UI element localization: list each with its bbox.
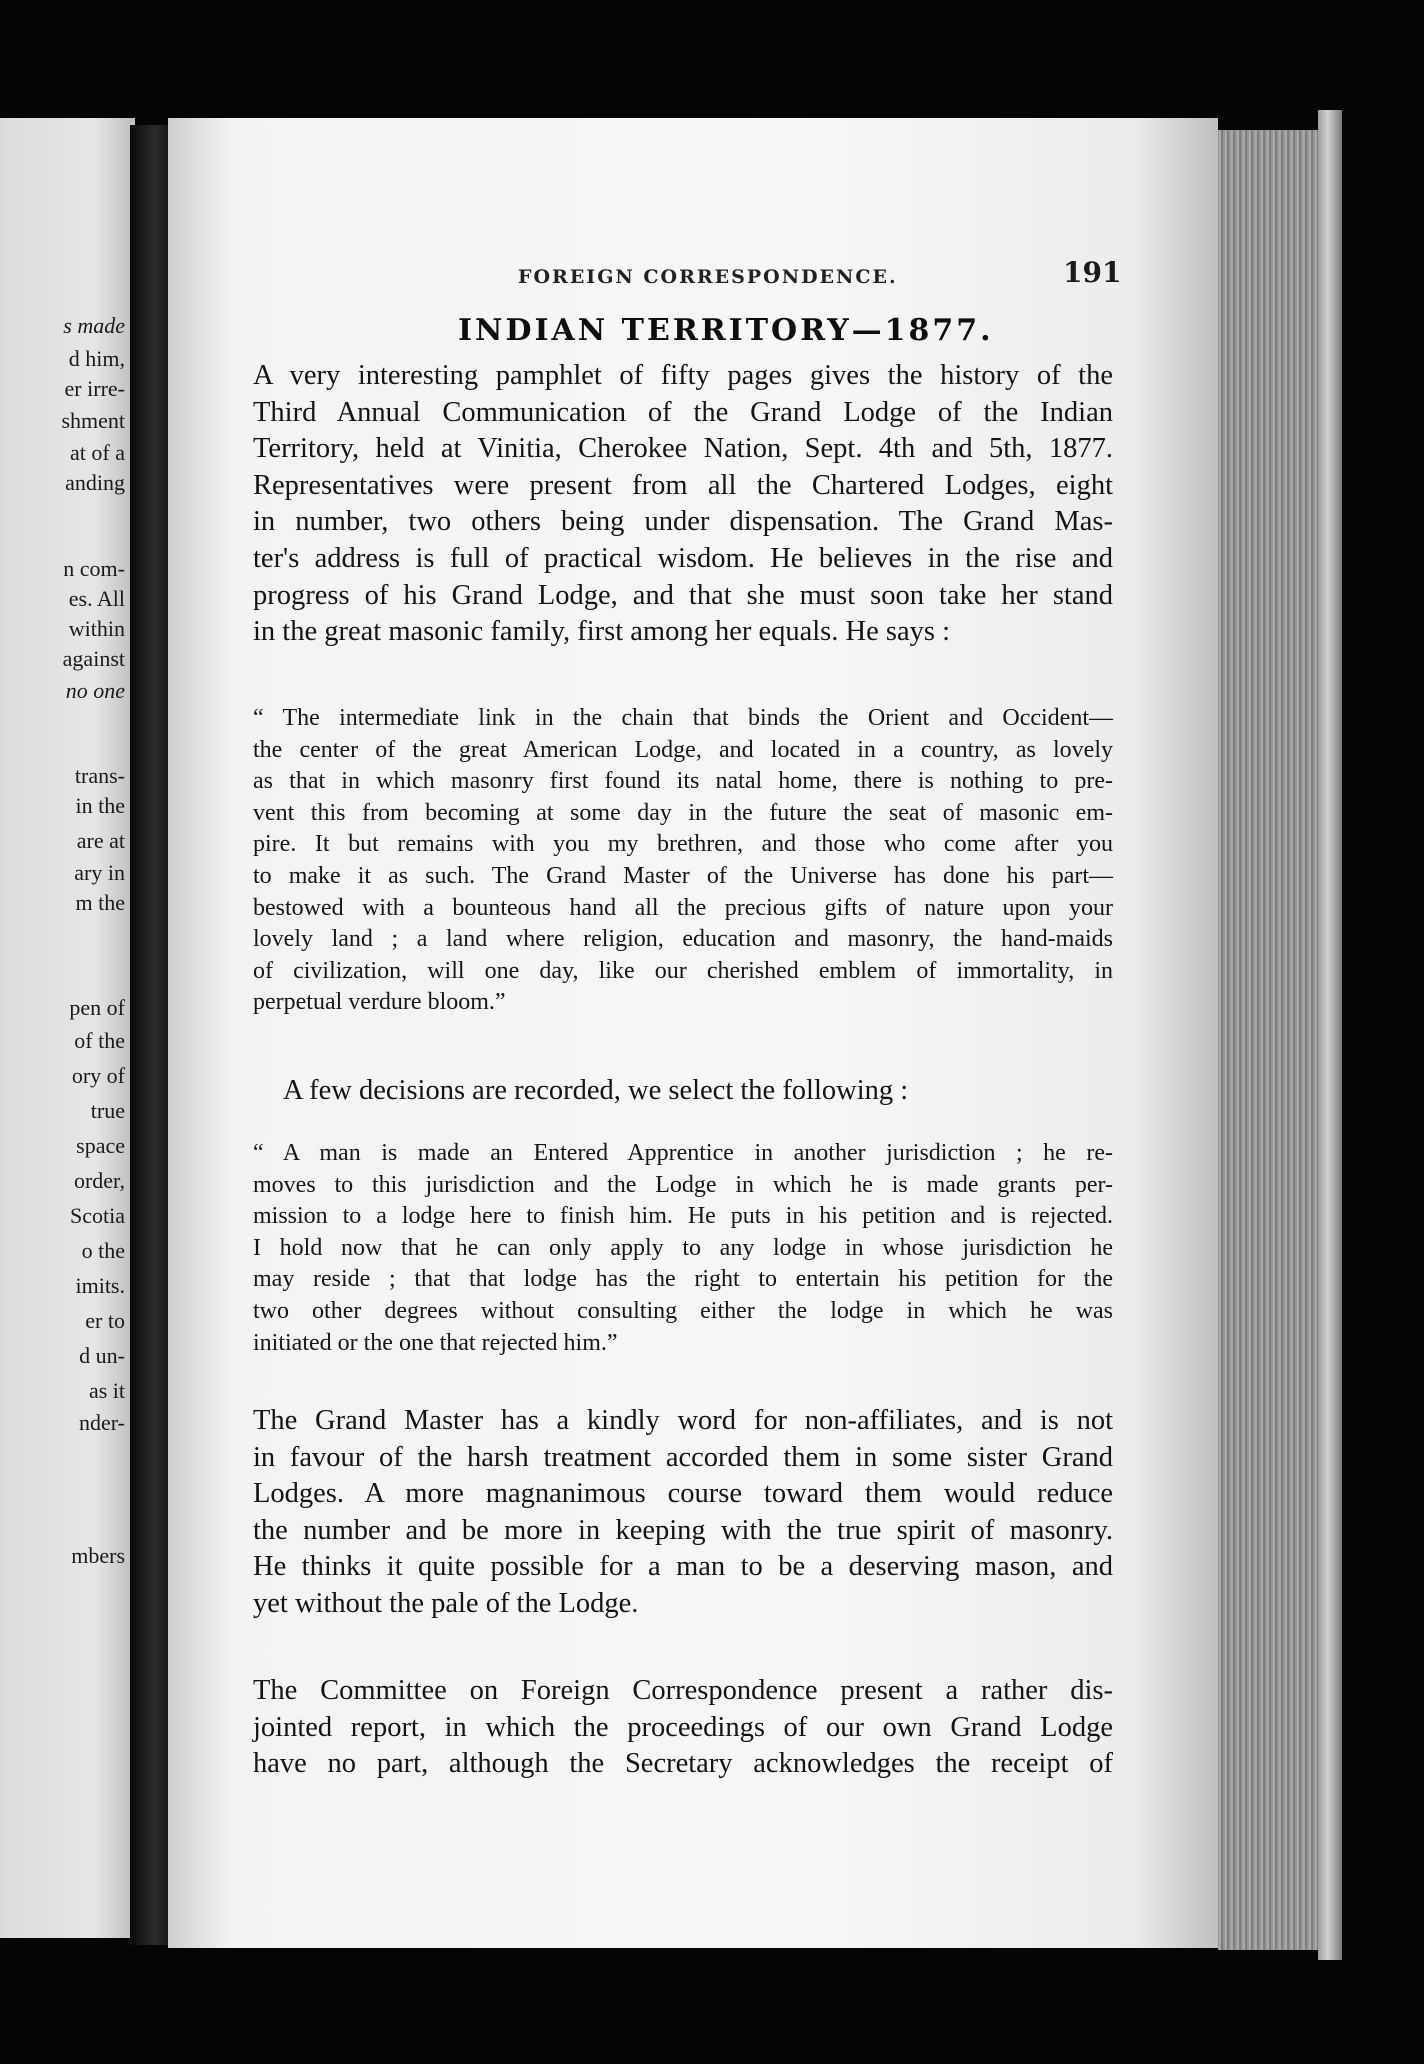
left-page-text-fragment: no one	[65, 678, 125, 703]
quote-line: may reside ; that that lodge has the right to entertain his petition for the	[253, 1266, 1113, 1293]
book-page	[168, 118, 1218, 1948]
text-line: the number and be more in keeping with the true spirit of masonry.	[253, 1514, 1113, 1546]
quote-line: pire. It but remains with you my brethren, and those who come after you	[253, 831, 1113, 858]
left-page-text-fragment: true	[90, 1098, 125, 1123]
text-line: The Committee on Foreign Correspondence present a rather dis-	[253, 1675, 1113, 1706]
left-page-fragment	[0, 118, 135, 1938]
left-page-text-fragment: er to	[85, 1308, 125, 1333]
text-line: A few decisions are recorded, we select the following :	[283, 1075, 909, 1106]
section-heading: INDIAN TERRITORY—1877.	[458, 313, 994, 348]
text-line: Third Annual Communication of the Grand Lodge of the Indian	[253, 396, 1113, 428]
left-page-text-fragment: mbers	[71, 1543, 125, 1568]
text-line: in the great masonic family, first among her equals. He says :	[253, 616, 950, 648]
left-page-text-fragment: order,	[73, 1168, 125, 1193]
left-page-text-fragment: shment	[61, 408, 125, 433]
quote-line: perpetual verdure bloom.”	[253, 989, 506, 1016]
left-page-text-fragment: in the	[75, 793, 125, 818]
text-line: The Grand Master has a kindly word for non-affiliates, and is not	[253, 1405, 1113, 1436]
running-head: FOREIGN CORRESPONDENCE.	[518, 266, 898, 288]
text-line: have no part, although the Secretary acknowledges the receipt of	[253, 1748, 1113, 1780]
left-page-text-fragment: es. All	[68, 586, 125, 611]
text-line: in number, two others being under dispensation. The Grand Mas-	[253, 506, 1113, 538]
left-page-text-fragment: pen of	[69, 995, 125, 1020]
left-page-text-fragment: within	[68, 616, 125, 641]
quote-line: of civilization, will one day, like our cherished emblem of immortality, in	[253, 957, 1113, 984]
page-edges	[1218, 130, 1318, 1950]
paragraph-committee	[253, 1673, 1113, 1783]
quote-line: lovely land ; a land where religion, education and masonry, the hand-maids	[253, 926, 1113, 953]
paragraph-decisions-intro	[253, 1073, 1113, 1110]
text-line: jointed report, in which the proceedings of our own Grand Lodge	[253, 1711, 1113, 1743]
left-page-text-fragment: nder-	[79, 1410, 125, 1435]
text-line: yet without the pale of the Lodge.	[253, 1587, 639, 1619]
left-page-text-fragment: er irre-	[64, 376, 125, 401]
text-line: Representatives were present from all the Chartered Lodges, eight	[253, 469, 1113, 501]
left-page-text-fragment: m the	[75, 890, 125, 915]
quote-line: “ The intermediate link in the chain that binds the Orient and Occident—	[253, 705, 1113, 731]
left-page-text-fragment: trans-	[74, 763, 125, 788]
left-page-text-fragment: s made	[63, 313, 125, 338]
left-page-text-fragment: as it	[88, 1378, 125, 1403]
quote-line: moves to this jurisdiction and the Lodge in which he is made grants per-	[253, 1171, 1113, 1198]
left-page-text-fragment: anding	[65, 470, 125, 495]
text-line: Lodges. A more magnanimous course toward them would reduce	[253, 1478, 1113, 1510]
quote-line: vent this from becoming at some day in the future the seat of masonic em-	[253, 799, 1113, 826]
quote-line: to make it as such. The Grand Master of the Universe has done his part—	[253, 862, 1113, 889]
book-cover-edge	[1318, 110, 1342, 1960]
quote-line: the center of the great American Lodge, and located in a country, as lovely	[253, 736, 1113, 763]
text-line: Territory, held at Vinitia, Cherokee Nation, Sept. 4th and 5th, 1877.	[253, 433, 1113, 465]
text-line: in favour of the harsh treatment accorded them in some sister Grand	[253, 1441, 1113, 1473]
text-line: He thinks it quite possible for a man to be a deserving mason, and	[253, 1551, 1113, 1583]
text-line: ter's address is full of practical wisdom. He believes in the rise and	[253, 542, 1113, 574]
left-page-text-fragment: n com-	[63, 556, 125, 581]
quote-line: as that in which masonry first found its natal home, there is nothing to pre-	[253, 768, 1113, 795]
left-page-text-fragment: o the	[81, 1238, 125, 1263]
left-page-text-fragment: ary in	[74, 860, 125, 885]
quote-line: mission to a lodge here to finish him. He puts in his petition and is rejected.	[253, 1203, 1113, 1230]
left-page-text-fragment: ory of	[71, 1063, 125, 1088]
left-page-text-fragment: d un-	[79, 1343, 125, 1368]
page-number: 191	[1063, 256, 1122, 289]
left-page-text-fragment: Scotia	[70, 1203, 125, 1228]
left-page-text-fragment: space	[76, 1133, 125, 1158]
left-page-text-fragment: imits.	[75, 1273, 125, 1298]
text-line: progress of his Grand Lodge, and that she must soon take her stand	[253, 579, 1113, 611]
quote-line: “ A man is made an Entered Apprentice in another jurisdiction ; he re-	[253, 1140, 1113, 1166]
quote-line: I hold now that he can only apply to any lodge in whose jurisdiction he	[253, 1234, 1113, 1261]
left-page-text-fragment: at of a	[70, 440, 125, 465]
left-page-text-fragment: are at	[76, 828, 125, 853]
paragraph-intro	[253, 358, 1113, 651]
text-line: A very interesting pamphlet of fifty pages gives the history of the	[253, 360, 1113, 391]
block-quote-address	[253, 703, 1113, 1019]
quote-line: bestowed with a bounteous hand all the precious gifts of nature upon your	[253, 894, 1113, 921]
left-page-text-fragment: d him,	[68, 346, 125, 371]
left-page-text-fragment: of the	[74, 1028, 125, 1053]
quote-line: two other degrees without consulting either the lodge in which he was	[253, 1297, 1113, 1324]
block-quote-decision	[253, 1138, 1113, 1359]
left-page-text-fragment: against	[62, 646, 125, 671]
quote-line: initiated or the one that rejected him.”	[253, 1329, 618, 1356]
paragraph-non-affiliates	[253, 1403, 1113, 1623]
